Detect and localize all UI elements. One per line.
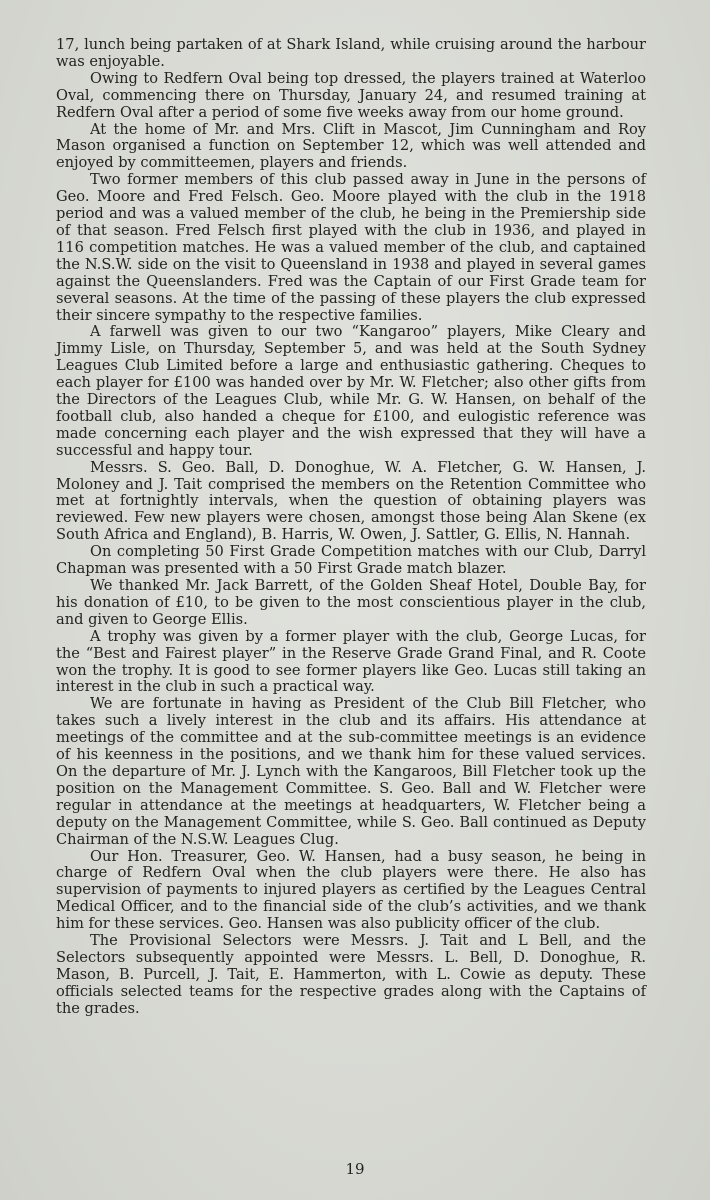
body-text	[56, 37, 646, 1018]
paragraph-donation: We thanked Mr. Jack Barrett, of the Golden Sheaf Hotel, Double Bay, for his donation of £10, to be given to the most conscientious player in the club, and given to George Ellis.	[56, 577, 646, 628]
paragraph-function: At the home of Mr. and Mrs. Clift in Mascot, Jim Cunningham and Roy Mason organised a function on September 12, which was well attended and enjoyed by committeemen, players and friends.	[56, 120, 646, 172]
paragraph-selectors: The Provisional Selectors were Messrs. J. Tait and L Bell, and the Selectors subsequently appointed were Messrs. L. Bell, D. Donoghue, R. Mason, B. Purcell, J. Tait, E. Hammerton, with L. Cowie as deputy. These officials selected teams for the respective grades along with the Captains of the grades.	[56, 932, 646, 1017]
paragraph-treasurer: Our Hon. Treasurer, Geo. W. Hansen, had a busy season, he being in charge of Redfern Oval when the club players were there. He also has supervision of payments to injured players as certified by the Leagues Central Medical Officer, and to the financial side of the club’s activities, and we thank him for these services. Geo. Hansen was also publicity officer of the club.	[56, 847, 646, 933]
paragraph-president: We are fortunate in having as President of the Club Bill Fletcher, who takes such a lively interest in the club and its affairs. His attendance at meetings of the committee and at the sub-committee meetings is an evidence of his keenness in the positions, and we thank him for these valued services. On the departure of Mr. J. Lynch with the Kangaroos, Bill Fletcher took up the position on the Management Committee. S. Geo. Ball and W. Fletcher were regular in attendance at the meetings at headquarters, W. Fletcher being a deputy on the Management Committee, while S. Geo. Ball continued as Deputy Chairman of the N.S.W. Leagues Clug.	[56, 695, 646, 848]
paragraph-training: Owing to Redfern Oval being top dressed, the players trained at Waterloo Oval, commencing there on Thursday, January 24, and resumed training at Redfern Oval after a period of some five weeks away from our home ground.	[56, 69, 646, 121]
paragraph-trophy: A trophy was given by a former player with the club, George Lucas, for the “Best and Fairest player” in the Reserve Grade Grand Final, and R. Coote won the trophy. It is good to see former players like Geo. Lucas still taking an interest in the club in such a practical way.	[56, 627, 646, 696]
paragraph-former-members: Two former members of this club passed away in June in the persons of Geo. Moore and Fred Felsch. Geo. Moore played with the club in the 1918 period and was a valued member of the club, he being in the Premiership side of that season. Fred Felsch first played with the club in 1936, and played in 116 competition matches. He was a valued member of the club, and captained the N.S.W. side on the visit to Queensland in 1938 and played in several games against the Queenslanders. Fred was the Captain of our First Grade team for several seasons. At the time of the passing of these players the club expressed their sincere sympathy to the respective families.	[56, 171, 646, 324]
paragraph-farewell: A farwell was given to our two “Kangaroo” players, Mike Cleary and Jimmy Lisle, on Thursday, September 5, and was held at the South Sydney Leagues Club Limited before a large and enthusiastic gathering. Cheques to each player for £100 was handed over by Mr. W. Fletcher; also other gifts from the Directors of the Leagues Club, while Mr. G. W. Hansen, on behalf of the football club, also handed a cheque for £100, and eulogistic reference was made concerning each player and the wish expressed that they will have a successful and happy tour.	[56, 323, 646, 459]
paragraph-continuation: 17, lunch being partaken of at Shark Island, while cruising around the harbour was enjoyable.	[56, 36, 646, 70]
page-number: 19	[345, 1160, 365, 1178]
paragraph-blazer: On completing 50 First Grade Competition matches with our Club, Darryl Chapman was presented with a 50 First Grade match blazer.	[56, 543, 646, 578]
paragraph-retention-committee: Messrs. S. Geo. Ball, D. Donoghue, W. A. Fletcher, G. W. Hansen, J. Moloney and J. Tait comprised the members on the Retention Committee who met at fortnightly intervals, when the question of obtaining players was reviewed. Few new players were chosen, amongst those being Alan Skene (ex South Africa and England), B. Harris, W. Owen, J. Sattler, G. Ellis, N. Hannah.	[56, 458, 646, 544]
